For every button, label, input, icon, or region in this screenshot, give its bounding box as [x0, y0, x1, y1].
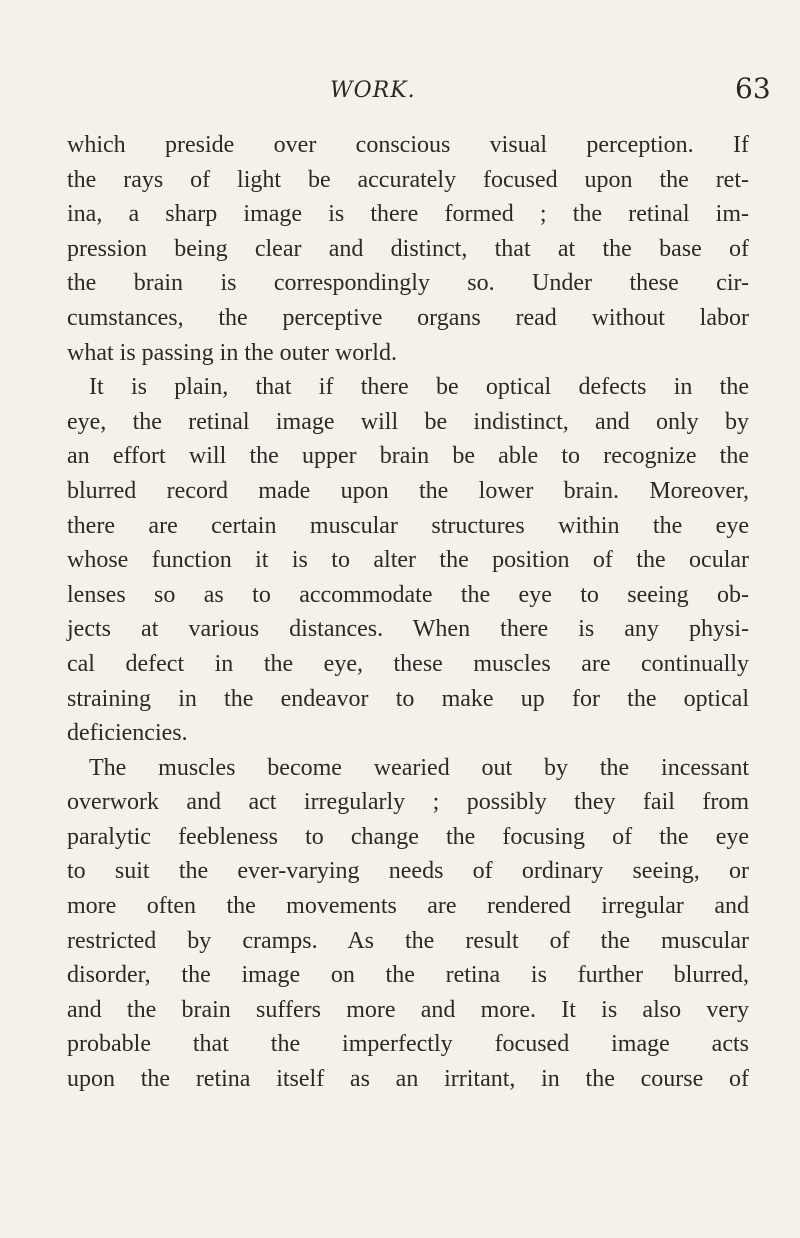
text-line: It is plain, that if there be optical defects in the: [89, 374, 749, 401]
text-line: blurred record made upon the lower brain. Moreover,: [67, 477, 749, 504]
body-text: [67, 128, 749, 1097]
text-line: cumstances, the perceptive organs read without labor: [67, 304, 749, 331]
text-line: lenses so as to accommodate the eye to seeing ob-: [67, 581, 749, 608]
text-line: deficiencies.: [67, 720, 188, 747]
text-line: whose function it is to alter the position of the ocular: [67, 547, 749, 574]
running-head: [0, 72, 800, 112]
running-title: WORK.: [330, 78, 416, 103]
text-line: probable that the imperfectly focused image acts: [67, 1031, 749, 1058]
text-line: the rays of light be accurately focused upon the ret-: [67, 166, 749, 193]
text-line: overwork and act irregularly ; possibly they fail from: [67, 789, 749, 816]
text-line: to suit the ever-varying needs of ordinary seeing, or: [67, 858, 749, 885]
text-line: more often the movements are rendered irregular and: [67, 893, 749, 920]
text-line: the brain is correspondingly so. Under these cir-: [67, 270, 749, 297]
text-line: pression being clear and distinct, that at the base of: [67, 235, 749, 262]
text-line: jects at various distances. When there is any physi-: [67, 616, 749, 643]
text-line: upon the retina itself as an irritant, in the course of: [67, 1066, 749, 1093]
text-line: restricted by cramps. As the result of the muscular: [67, 927, 749, 954]
text-line: eye, the retinal image will be indistinct, and only by: [67, 408, 749, 435]
text-line: paralytic feebleness to change the focusing of the eye: [67, 823, 749, 850]
text-line: what is passing in the outer world.: [67, 339, 397, 366]
text-line: which preside over conscious visual perception. If: [67, 132, 749, 158]
text-line: cal defect in the eye, these muscles are continually: [67, 650, 749, 677]
text-line: straining in the endeavor to make up for the optical: [67, 685, 749, 712]
text-line: disorder, the image on the retina is further blurred,: [67, 962, 749, 989]
text-line: The muscles become wearied out by the incessant: [89, 754, 749, 781]
text-line: an effort will the upper brain be able to recognize the: [67, 443, 749, 470]
page-number: 63: [735, 72, 771, 105]
text-line: there are certain muscular structures within the eye: [67, 512, 749, 539]
text-line: ina, a sharp image is there formed ; the retinal im-: [67, 201, 749, 228]
text-line: and the brain suffers more and more. It is also very: [67, 996, 749, 1023]
